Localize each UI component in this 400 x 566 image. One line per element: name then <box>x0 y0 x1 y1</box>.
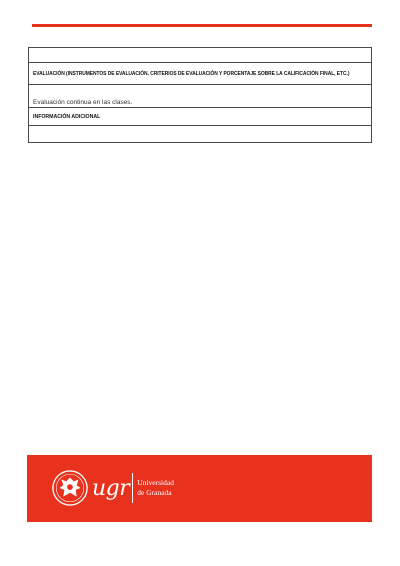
evaluation-heading: EVALUACIÓN (INSTRUMENTOS DE EVALUACIÓN, CRITERIOS DE EVALUACIÓN Y PORCENTAJE SOBRE LA CALIFICACIÓN FINAL, ETC.) <box>33 70 350 77</box>
additional-info-heading-row <box>29 108 371 126</box>
ugr-logo-text: ugr <box>92 475 130 501</box>
guide-table <box>28 47 372 143</box>
university-name-line2: de Granada <box>137 488 172 497</box>
university-name <box>137 478 174 498</box>
logo-divider <box>132 473 133 503</box>
additional-info-heading: INFORMACIÓN ADICIONAL <box>33 113 101 120</box>
university-footer <box>27 455 372 522</box>
university-logo <box>51 469 174 507</box>
top-accent-bar <box>32 24 372 27</box>
university-seal-icon <box>51 469 89 507</box>
evaluation-content-row <box>29 85 371 108</box>
table-row-empty <box>29 48 371 63</box>
evaluation-content: Evaluación continua en las clases. <box>33 99 133 106</box>
university-name-line1: Universidad <box>137 478 174 487</box>
evaluation-heading-row <box>29 63 371 85</box>
additional-info-content-row <box>29 126 371 142</box>
